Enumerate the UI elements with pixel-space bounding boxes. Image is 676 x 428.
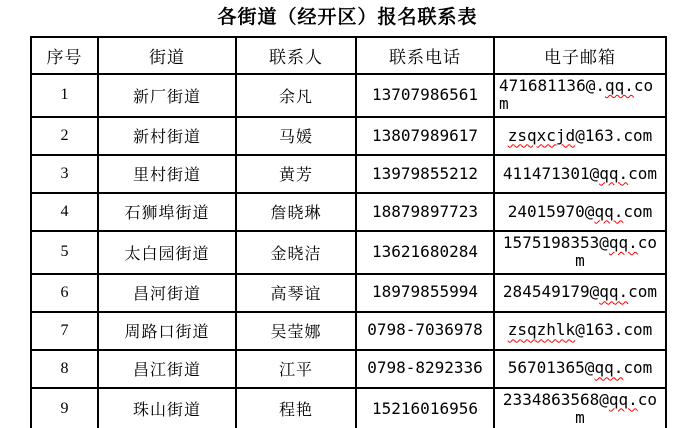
street-cell: 石狮埠街道 (98, 193, 236, 231)
phone-cell: 18979855994 (356, 274, 494, 312)
street-cell: 昌河街道 (98, 274, 236, 312)
email-cell (494, 74, 666, 117)
contact-cell: 程艳 (236, 388, 356, 428)
col-header-phone: 联系电话 (356, 37, 494, 74)
table-row (31, 350, 666, 388)
col-header-contact: 联系人 (236, 37, 356, 74)
phone-cell: 13621680284 (356, 231, 494, 274)
seq-cell: 9 (31, 388, 98, 428)
email-text: 2334863568@ (502, 389, 609, 409)
table-row (31, 74, 666, 117)
table-row (31, 388, 666, 428)
email-text: com (499, 76, 654, 114)
contact-table (30, 36, 667, 428)
contact-cell: 吴莹娜 (236, 312, 356, 350)
seq-cell: 2 (31, 117, 98, 155)
page-title: 各街道（经开区）报名联系表 (217, 7, 478, 28)
seq-cell: 7 (31, 312, 98, 350)
spellcheck-marked-text: qq. (594, 358, 624, 378)
seq-cell: 5 (31, 231, 98, 274)
spellcheck-marked-text: qq. (594, 201, 624, 221)
email-cell (494, 193, 666, 231)
email-text: @163.com (575, 320, 653, 340)
phone-cell: 13979855212 (356, 155, 494, 193)
phone-cell: 15216016956 (356, 388, 494, 428)
email-text: com (623, 201, 653, 221)
email-cell (494, 117, 666, 155)
street-cell: 新村街道 (98, 117, 236, 155)
email-text: 471681136@. (499, 76, 605, 95)
spellcheck-marked-text: qq. (599, 163, 629, 183)
phone-cell: 13707986561 (356, 74, 494, 117)
phone-cell: 0798-8292336 (356, 350, 494, 388)
seq-cell: 8 (31, 350, 98, 388)
table-row (31, 193, 666, 231)
street-cell: 新厂街道 (98, 74, 236, 117)
email-text: com (628, 282, 658, 302)
email-cell (494, 388, 666, 428)
phone-cell: 18879897723 (356, 193, 494, 231)
table-row (31, 117, 666, 155)
email-cell (494, 155, 666, 193)
phone-cell: 0798-7036978 (356, 312, 494, 350)
spellcheck-marked-text: qq. (608, 232, 638, 252)
email-cell (494, 231, 666, 274)
email-text: com (628, 163, 658, 183)
contact-cell: 高琴谊 (236, 274, 356, 312)
contact-cell: 江平 (236, 350, 356, 388)
email-text: 1575198353@ (502, 232, 609, 252)
email-text: 411471301@ (502, 163, 600, 183)
street-cell: 里村街道 (98, 155, 236, 193)
email-text: 24015970@ (507, 201, 595, 221)
spellcheck-marked-text: qq. (599, 282, 629, 302)
header-row (31, 37, 666, 74)
email-text: 56701365@ (507, 358, 595, 378)
col-header-street: 街道 (98, 37, 236, 74)
email-cell (494, 350, 666, 388)
spellcheck-marked-text: zsqzhlk (507, 320, 576, 340)
street-cell: 太白园街道 (98, 231, 236, 274)
contact-cell: 金晓洁 (236, 231, 356, 274)
contact-cell: 詹晓琳 (236, 193, 356, 231)
spellcheck-marked-text: zsqxcjd (507, 125, 576, 145)
table-row (31, 231, 666, 274)
seq-cell: 3 (31, 155, 98, 193)
street-cell: 昌江街道 (98, 350, 236, 388)
seq-cell: 1 (31, 74, 98, 117)
seq-cell: 6 (31, 274, 98, 312)
spellcheck-marked-text: qq. (604, 76, 634, 95)
contact-cell: 余凡 (236, 74, 356, 117)
table-row (31, 312, 666, 350)
email-text: com (575, 232, 658, 271)
table-row (31, 155, 666, 193)
street-cell: 周路口街道 (98, 312, 236, 350)
email-text: com (575, 389, 658, 427)
email-cell (494, 274, 666, 312)
email-text: @163.com (575, 125, 653, 145)
contact-cell: 马媛 (236, 117, 356, 155)
contact-cell: 黄芳 (236, 155, 356, 193)
email-text: com (623, 358, 653, 378)
spellcheck-marked-text: qq. (608, 389, 638, 409)
email-cell (494, 312, 666, 350)
phone-cell: 13807989617 (356, 117, 494, 155)
table-row (31, 274, 666, 312)
email-text: 284549179@ (502, 282, 600, 302)
col-header-seq: 序号 (31, 37, 98, 74)
seq-cell: 4 (31, 193, 98, 231)
col-header-email: 电子邮箱 (494, 37, 666, 74)
street-cell: 珠山街道 (98, 388, 236, 428)
